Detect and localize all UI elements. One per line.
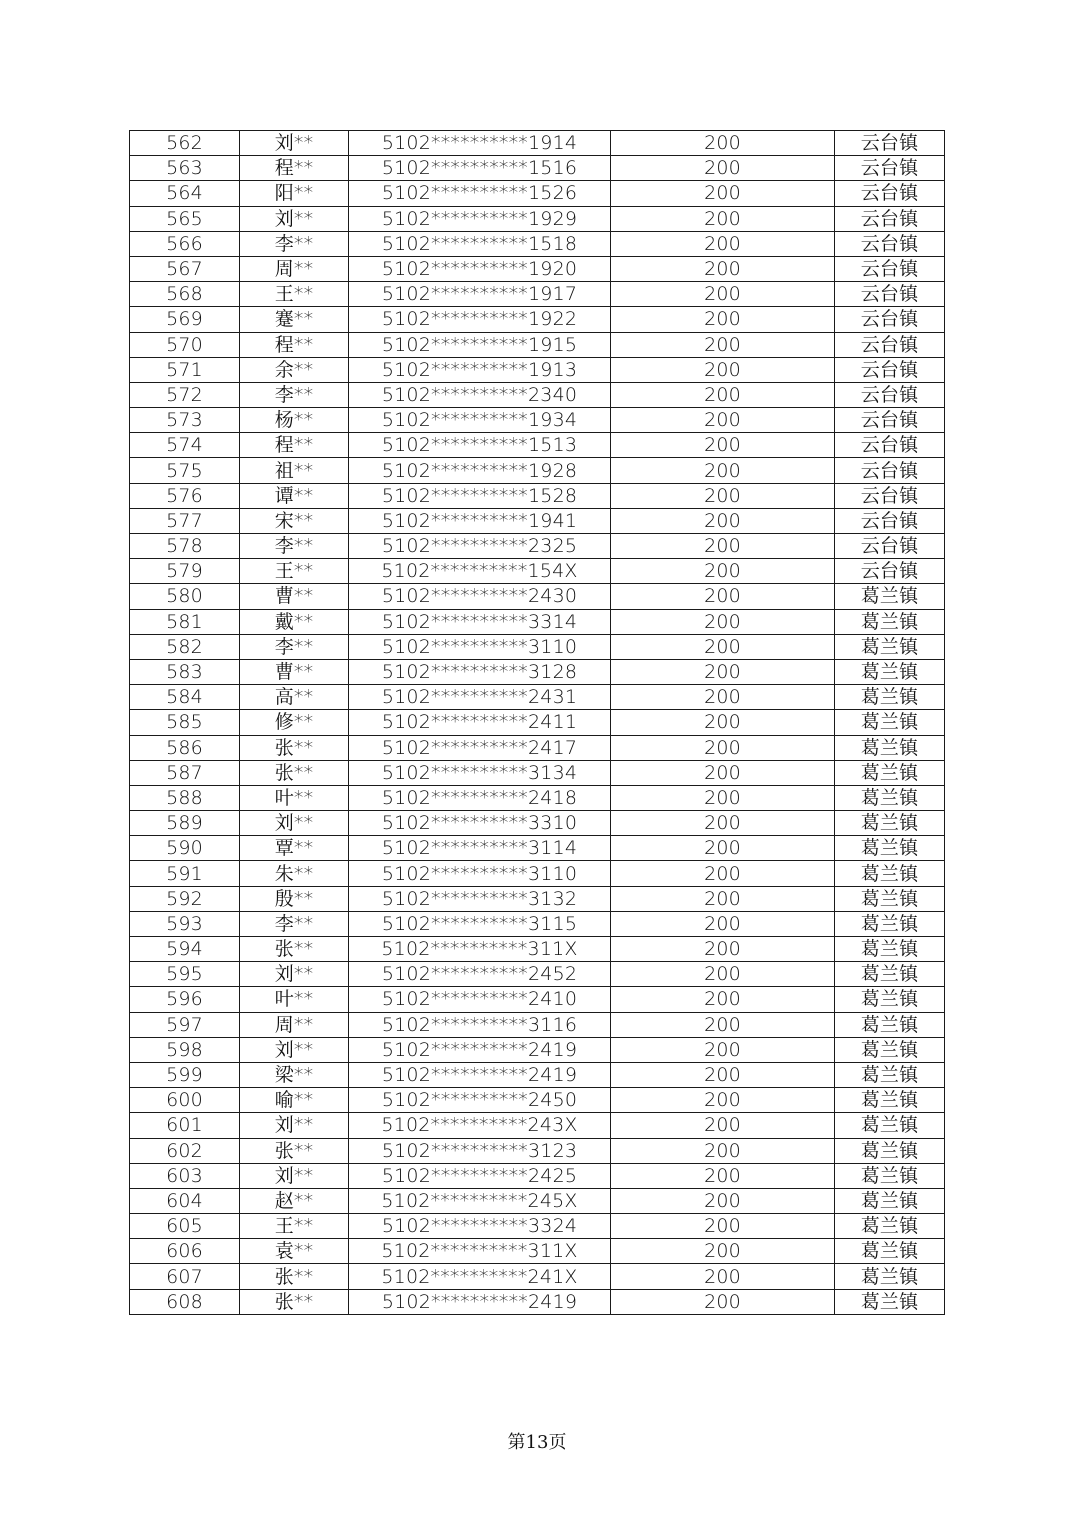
table-row xyxy=(130,1214,945,1239)
name-cell: 阳** xyxy=(240,181,349,206)
row-number-cell: 594 xyxy=(130,937,240,962)
town-cell: 葛兰镇 xyxy=(835,1239,945,1264)
name-cell: 谭** xyxy=(240,483,349,508)
table-row xyxy=(130,861,945,886)
amount-cell: 200 xyxy=(611,659,835,684)
table-row xyxy=(130,962,945,987)
town-cell: 云台镇 xyxy=(835,156,945,181)
row-number-cell: 586 xyxy=(130,735,240,760)
town-cell: 葛兰镇 xyxy=(835,1138,945,1163)
name-cell: 程** xyxy=(240,156,349,181)
amount-cell: 200 xyxy=(611,1113,835,1138)
amount-cell: 200 xyxy=(611,735,835,760)
row-number-cell: 568 xyxy=(130,282,240,307)
amount-cell: 200 xyxy=(611,1037,835,1062)
name-cell: 程** xyxy=(240,332,349,357)
row-number-cell: 604 xyxy=(130,1188,240,1213)
amount-cell: 200 xyxy=(611,559,835,584)
table-row xyxy=(130,282,945,307)
id-number-cell: 5102**********2418 xyxy=(349,785,611,810)
row-number-cell: 599 xyxy=(130,1062,240,1087)
name-cell: 刘** xyxy=(240,1113,349,1138)
row-number-cell: 596 xyxy=(130,987,240,1012)
id-number-cell: 5102**********3110 xyxy=(349,634,611,659)
town-cell: 云台镇 xyxy=(835,332,945,357)
table-row xyxy=(130,231,945,256)
table-row xyxy=(130,1037,945,1062)
amount-cell: 200 xyxy=(611,760,835,785)
row-number-cell: 593 xyxy=(130,911,240,936)
name-cell: 祖** xyxy=(240,458,349,483)
amount-cell: 200 xyxy=(611,911,835,936)
amount-cell: 200 xyxy=(611,886,835,911)
amount-cell: 200 xyxy=(611,332,835,357)
table-row xyxy=(130,1138,945,1163)
name-cell: 余** xyxy=(240,357,349,382)
row-number-cell: 587 xyxy=(130,760,240,785)
id-number-cell: 5102**********3324 xyxy=(349,1214,611,1239)
row-number-cell: 588 xyxy=(130,785,240,810)
id-number-cell: 5102**********3116 xyxy=(349,1012,611,1037)
amount-cell: 200 xyxy=(611,584,835,609)
name-cell: 袁** xyxy=(240,1239,349,1264)
town-cell: 葛兰镇 xyxy=(835,962,945,987)
amount-cell: 200 xyxy=(611,1163,835,1188)
name-cell: 张** xyxy=(240,1289,349,1314)
amount-cell: 200 xyxy=(611,785,835,810)
amount-cell: 200 xyxy=(611,962,835,987)
id-number-cell: 5102**********2450 xyxy=(349,1088,611,1113)
row-number-cell: 578 xyxy=(130,534,240,559)
row-number-cell: 570 xyxy=(130,332,240,357)
town-cell: 云台镇 xyxy=(835,382,945,407)
row-number-cell: 581 xyxy=(130,609,240,634)
id-number-cell: 5102**********2340 xyxy=(349,382,611,407)
town-cell: 葛兰镇 xyxy=(835,836,945,861)
row-number-cell: 607 xyxy=(130,1264,240,1289)
name-cell: 王** xyxy=(240,559,349,584)
amount-cell: 200 xyxy=(611,357,835,382)
id-number-cell: 5102**********2419 xyxy=(349,1037,611,1062)
id-number-cell: 5102**********241X xyxy=(349,1264,611,1289)
name-cell: 刘** xyxy=(240,206,349,231)
row-number-cell: 566 xyxy=(130,231,240,256)
table-row xyxy=(130,1289,945,1314)
name-cell: 曹** xyxy=(240,584,349,609)
id-number-cell: 5102**********3115 xyxy=(349,911,611,936)
row-number-cell: 565 xyxy=(130,206,240,231)
row-number-cell: 592 xyxy=(130,886,240,911)
amount-cell: 200 xyxy=(611,408,835,433)
name-cell: 梁** xyxy=(240,1062,349,1087)
amount-cell: 200 xyxy=(611,156,835,181)
amount-cell: 200 xyxy=(611,987,835,1012)
table-row xyxy=(130,382,945,407)
id-number-cell: 5102**********1922 xyxy=(349,307,611,332)
name-cell: 刘** xyxy=(240,1037,349,1062)
name-cell: 刘** xyxy=(240,131,349,156)
amount-cell: 200 xyxy=(611,206,835,231)
name-cell: 张** xyxy=(240,1264,349,1289)
row-number-cell: 606 xyxy=(130,1239,240,1264)
town-cell: 云台镇 xyxy=(835,282,945,307)
id-number-cell: 5102**********2419 xyxy=(349,1289,611,1314)
id-number-cell: 5102**********3123 xyxy=(349,1138,611,1163)
row-number-cell: 579 xyxy=(130,559,240,584)
table-row xyxy=(130,1264,945,1289)
table-row xyxy=(130,1113,945,1138)
town-cell: 葛兰镇 xyxy=(835,886,945,911)
id-number-cell: 5102**********1934 xyxy=(349,408,611,433)
id-number-cell: 5102**********311X xyxy=(349,1239,611,1264)
amount-cell: 200 xyxy=(611,1012,835,1037)
id-number-cell: 5102**********1915 xyxy=(349,332,611,357)
name-cell: 殷** xyxy=(240,886,349,911)
row-number-cell: 573 xyxy=(130,408,240,433)
name-cell: 刘** xyxy=(240,962,349,987)
table-row xyxy=(130,1188,945,1213)
table-row xyxy=(130,131,945,156)
name-cell: 蹇** xyxy=(240,307,349,332)
amount-cell: 200 xyxy=(611,937,835,962)
id-number-cell: 5102**********3110 xyxy=(349,861,611,886)
amount-cell: 200 xyxy=(611,1138,835,1163)
table-row xyxy=(130,584,945,609)
table-row xyxy=(130,156,945,181)
amount-cell: 200 xyxy=(611,256,835,281)
amount-cell: 200 xyxy=(611,181,835,206)
id-number-cell: 5102**********2430 xyxy=(349,584,611,609)
row-number-cell: 597 xyxy=(130,1012,240,1037)
table-row xyxy=(130,886,945,911)
page-number: 第13页 xyxy=(507,1432,567,1453)
town-cell: 葛兰镇 xyxy=(835,634,945,659)
id-number-cell: 5102**********1913 xyxy=(349,357,611,382)
table-row xyxy=(130,307,945,332)
table-row xyxy=(130,357,945,382)
town-cell: 葛兰镇 xyxy=(835,911,945,936)
name-cell: 张** xyxy=(240,1138,349,1163)
amount-cell: 200 xyxy=(611,231,835,256)
town-cell: 云台镇 xyxy=(835,256,945,281)
name-cell: 李** xyxy=(240,382,349,407)
town-cell: 葛兰镇 xyxy=(835,735,945,760)
table-row xyxy=(130,206,945,231)
row-number-cell: 576 xyxy=(130,483,240,508)
row-number-cell: 574 xyxy=(130,433,240,458)
name-cell: 程** xyxy=(240,433,349,458)
name-cell: 王** xyxy=(240,282,349,307)
id-number-cell: 5102**********2411 xyxy=(349,710,611,735)
row-number-cell: 585 xyxy=(130,710,240,735)
row-number-cell: 563 xyxy=(130,156,240,181)
row-number-cell: 605 xyxy=(130,1214,240,1239)
row-number-cell: 577 xyxy=(130,508,240,533)
name-cell: 李** xyxy=(240,231,349,256)
amount-cell: 200 xyxy=(611,282,835,307)
table-row xyxy=(130,937,945,962)
row-number-cell: 571 xyxy=(130,357,240,382)
town-cell: 葛兰镇 xyxy=(835,1214,945,1239)
amount-cell: 200 xyxy=(611,1088,835,1113)
name-cell: 叶** xyxy=(240,785,349,810)
town-cell: 葛兰镇 xyxy=(835,1188,945,1213)
town-cell: 云台镇 xyxy=(835,206,945,231)
id-number-cell: 5102**********3128 xyxy=(349,659,611,684)
town-cell: 云台镇 xyxy=(835,307,945,332)
id-number-cell: 5102**********2431 xyxy=(349,685,611,710)
id-number-cell: 5102**********2417 xyxy=(349,735,611,760)
table-row xyxy=(130,534,945,559)
name-cell: 叶** xyxy=(240,987,349,1012)
town-cell: 葛兰镇 xyxy=(835,1088,945,1113)
amount-cell: 200 xyxy=(611,307,835,332)
amount-cell: 200 xyxy=(611,483,835,508)
id-number-cell: 5102**********2452 xyxy=(349,962,611,987)
table-row xyxy=(130,181,945,206)
row-number-cell: 600 xyxy=(130,1088,240,1113)
amount-cell: 200 xyxy=(611,1264,835,1289)
amount-cell: 200 xyxy=(611,836,835,861)
row-number-cell: 601 xyxy=(130,1113,240,1138)
table-row xyxy=(130,559,945,584)
town-cell: 葛兰镇 xyxy=(835,685,945,710)
name-cell: 刘** xyxy=(240,1163,349,1188)
row-number-cell: 569 xyxy=(130,307,240,332)
name-cell: 李** xyxy=(240,911,349,936)
roster-table xyxy=(129,130,945,1315)
id-number-cell: 5102**********1920 xyxy=(349,256,611,281)
amount-cell: 200 xyxy=(611,609,835,634)
name-cell: 赵** xyxy=(240,1188,349,1213)
town-cell: 葛兰镇 xyxy=(835,937,945,962)
town-cell: 葛兰镇 xyxy=(835,811,945,836)
name-cell: 周** xyxy=(240,1012,349,1037)
town-cell: 葛兰镇 xyxy=(835,584,945,609)
table-row xyxy=(130,785,945,810)
table-row xyxy=(130,332,945,357)
id-number-cell: 5102**********154X xyxy=(349,559,611,584)
amount-cell: 200 xyxy=(611,1239,835,1264)
id-number-cell: 5102**********1928 xyxy=(349,458,611,483)
town-cell: 葛兰镇 xyxy=(835,1012,945,1037)
amount-cell: 200 xyxy=(611,685,835,710)
name-cell: 曹** xyxy=(240,659,349,684)
name-cell: 杨** xyxy=(240,408,349,433)
table-row xyxy=(130,433,945,458)
id-number-cell: 5102**********1914 xyxy=(349,131,611,156)
town-cell: 葛兰镇 xyxy=(835,760,945,785)
table-row xyxy=(130,710,945,735)
id-number-cell: 5102**********3314 xyxy=(349,609,611,634)
town-cell: 葛兰镇 xyxy=(835,1264,945,1289)
amount-cell: 200 xyxy=(611,534,835,559)
table-row xyxy=(130,811,945,836)
row-number-cell: 584 xyxy=(130,685,240,710)
table-row xyxy=(130,735,945,760)
town-cell: 葛兰镇 xyxy=(835,1289,945,1314)
table-row xyxy=(130,1088,945,1113)
table-row xyxy=(130,1012,945,1037)
row-number-cell: 591 xyxy=(130,861,240,886)
town-cell: 云台镇 xyxy=(835,181,945,206)
row-number-cell: 580 xyxy=(130,584,240,609)
id-number-cell: 5102**********1513 xyxy=(349,433,611,458)
id-number-cell: 5102**********1518 xyxy=(349,231,611,256)
amount-cell: 200 xyxy=(611,710,835,735)
town-cell: 葛兰镇 xyxy=(835,1062,945,1087)
town-cell: 葛兰镇 xyxy=(835,1163,945,1188)
table-row xyxy=(130,1062,945,1087)
name-cell: 喻** xyxy=(240,1088,349,1113)
name-cell: 张** xyxy=(240,760,349,785)
town-cell: 云台镇 xyxy=(835,131,945,156)
row-number-cell: 590 xyxy=(130,836,240,861)
id-number-cell: 5102**********2425 xyxy=(349,1163,611,1188)
table-row xyxy=(130,987,945,1012)
name-cell: 李** xyxy=(240,534,349,559)
table-row xyxy=(130,685,945,710)
town-cell: 葛兰镇 xyxy=(835,785,945,810)
amount-cell: 200 xyxy=(611,508,835,533)
name-cell: 宋** xyxy=(240,508,349,533)
name-cell: 王** xyxy=(240,1214,349,1239)
amount-cell: 200 xyxy=(611,1188,835,1213)
town-cell: 云台镇 xyxy=(835,559,945,584)
id-number-cell: 5102**********2410 xyxy=(349,987,611,1012)
table-row xyxy=(130,634,945,659)
town-cell: 云台镇 xyxy=(835,508,945,533)
id-number-cell: 5102**********1516 xyxy=(349,156,611,181)
town-cell: 葛兰镇 xyxy=(835,659,945,684)
row-number-cell: 562 xyxy=(130,131,240,156)
id-number-cell: 5102**********3134 xyxy=(349,760,611,785)
row-number-cell: 603 xyxy=(130,1163,240,1188)
id-number-cell: 5102**********3114 xyxy=(349,836,611,861)
id-number-cell: 5102**********2325 xyxy=(349,534,611,559)
id-number-cell: 5102**********2419 xyxy=(349,1062,611,1087)
amount-cell: 200 xyxy=(611,433,835,458)
town-cell: 葛兰镇 xyxy=(835,710,945,735)
town-cell: 云台镇 xyxy=(835,408,945,433)
amount-cell: 200 xyxy=(611,1062,835,1087)
town-cell: 葛兰镇 xyxy=(835,1037,945,1062)
town-cell: 葛兰镇 xyxy=(835,861,945,886)
row-number-cell: 583 xyxy=(130,659,240,684)
id-number-cell: 5102**********243X xyxy=(349,1113,611,1138)
table-row xyxy=(130,508,945,533)
town-cell: 葛兰镇 xyxy=(835,987,945,1012)
name-cell: 高** xyxy=(240,685,349,710)
id-number-cell: 5102**********245X xyxy=(349,1188,611,1213)
town-cell: 云台镇 xyxy=(835,231,945,256)
name-cell: 周** xyxy=(240,256,349,281)
name-cell: 张** xyxy=(240,735,349,760)
town-cell: 云台镇 xyxy=(835,458,945,483)
table-row xyxy=(130,408,945,433)
id-number-cell: 5102**********1929 xyxy=(349,206,611,231)
id-number-cell: 5102**********1941 xyxy=(349,508,611,533)
id-number-cell: 5102**********1917 xyxy=(349,282,611,307)
table-row xyxy=(130,458,945,483)
table-row xyxy=(130,1239,945,1264)
row-number-cell: 572 xyxy=(130,382,240,407)
name-cell: 刘** xyxy=(240,811,349,836)
row-number-cell: 602 xyxy=(130,1138,240,1163)
town-cell: 葛兰镇 xyxy=(835,1113,945,1138)
town-cell: 云台镇 xyxy=(835,534,945,559)
amount-cell: 200 xyxy=(611,382,835,407)
town-cell: 云台镇 xyxy=(835,433,945,458)
id-number-cell: 5102**********3132 xyxy=(349,886,611,911)
table-row xyxy=(130,256,945,281)
row-number-cell: 567 xyxy=(130,256,240,281)
id-number-cell: 5102**********1526 xyxy=(349,181,611,206)
row-number-cell: 564 xyxy=(130,181,240,206)
row-number-cell: 598 xyxy=(130,1037,240,1062)
table-row xyxy=(130,1163,945,1188)
id-number-cell: 5102**********3310 xyxy=(349,811,611,836)
id-number-cell: 5102**********1528 xyxy=(349,483,611,508)
amount-cell: 200 xyxy=(611,458,835,483)
table-row xyxy=(130,609,945,634)
name-cell: 修** xyxy=(240,710,349,735)
name-cell: 张** xyxy=(240,937,349,962)
roster-table-body xyxy=(130,131,945,1315)
amount-cell: 200 xyxy=(611,1289,835,1314)
name-cell: 李** xyxy=(240,634,349,659)
table-row xyxy=(130,836,945,861)
table-row xyxy=(130,911,945,936)
amount-cell: 200 xyxy=(611,634,835,659)
town-cell: 云台镇 xyxy=(835,357,945,382)
id-number-cell: 5102**********311X xyxy=(349,937,611,962)
table-row xyxy=(130,483,945,508)
row-number-cell: 589 xyxy=(130,811,240,836)
row-number-cell: 582 xyxy=(130,634,240,659)
amount-cell: 200 xyxy=(611,131,835,156)
amount-cell: 200 xyxy=(611,811,835,836)
name-cell: 朱** xyxy=(240,861,349,886)
name-cell: 戴** xyxy=(240,609,349,634)
row-number-cell: 608 xyxy=(130,1289,240,1314)
table-row xyxy=(130,760,945,785)
table-row xyxy=(130,659,945,684)
amount-cell: 200 xyxy=(611,861,835,886)
name-cell: 覃** xyxy=(240,836,349,861)
row-number-cell: 575 xyxy=(130,458,240,483)
town-cell: 云台镇 xyxy=(835,483,945,508)
town-cell: 葛兰镇 xyxy=(835,609,945,634)
amount-cell: 200 xyxy=(611,1214,835,1239)
row-number-cell: 595 xyxy=(130,962,240,987)
